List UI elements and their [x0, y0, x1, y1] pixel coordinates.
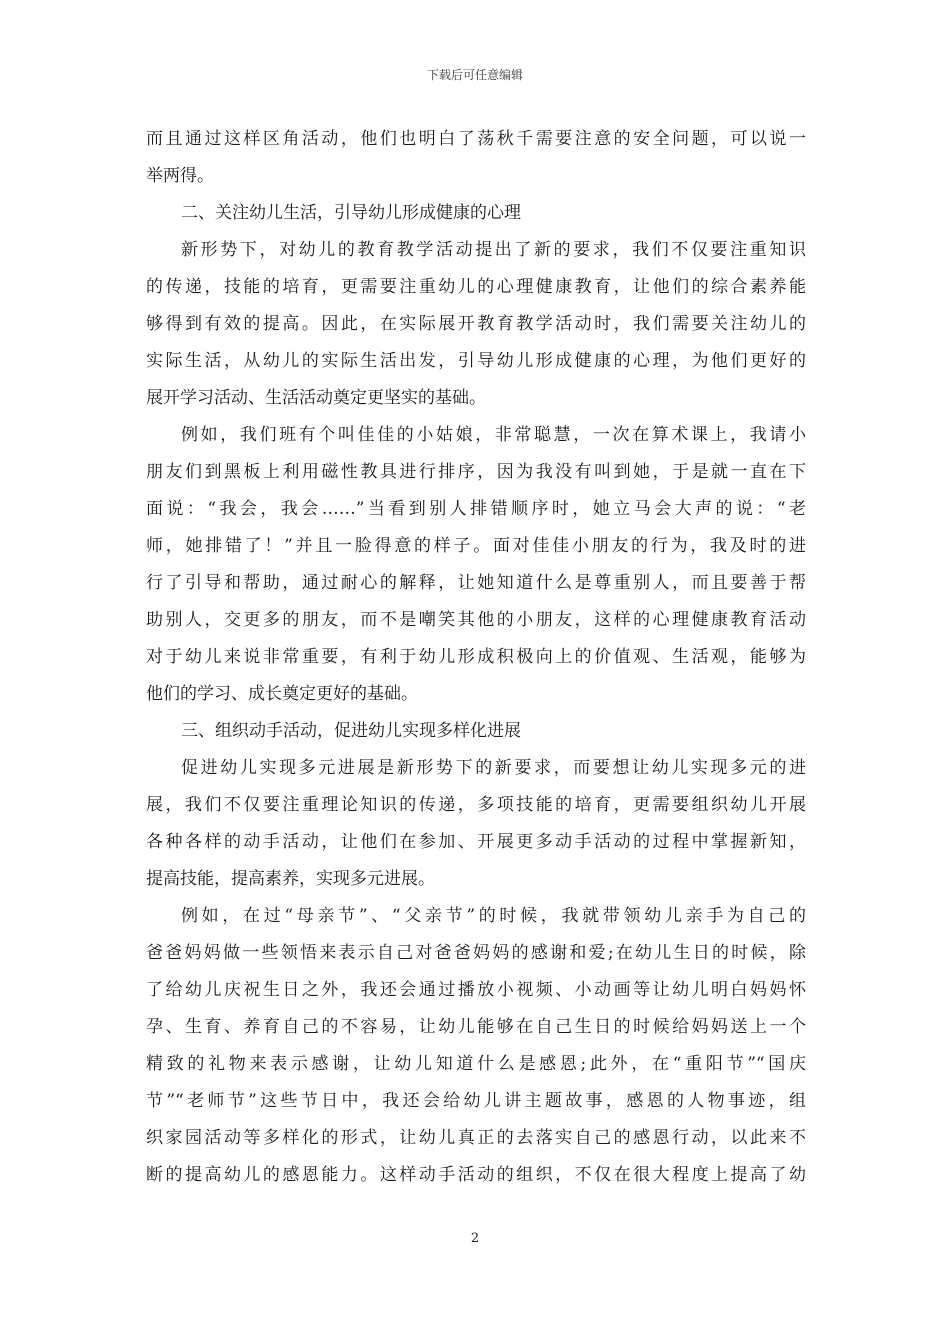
text-line: 二、关注幼儿生活，引导幼儿形成健康的心理: [181, 203, 521, 223]
text-line: 举两得。: [146, 166, 214, 186]
text-line: 对于幼儿来说非常重要，有利于幼儿形成积极向上的价值观、生活观，能够为: [146, 647, 806, 667]
text-line: 孕、生育、养育自己的不容易，让幼儿能够在自己生日的时候给妈妈送上一个: [146, 1017, 806, 1037]
text-line: 例如，我们班有个叫佳佳的小姑娘，非常聪慧，一次在算术课上，我请小: [181, 425, 806, 445]
text-line: 助别人，交更多的朋友，而不是嘲笑其他的小朋友，这样的心理健康教育活动: [146, 610, 806, 630]
text-line: 例如，在过“母亲节”、“父亲节”的时候，我就带领幼儿亲手为自己的: [181, 906, 806, 926]
text-line: 各种各样的动手活动，让他们在参加、开展更多动手活动的过程中掌握新知，: [146, 832, 806, 852]
text-line: 行了引导和帮助，通过耐心的解释，让她知道什么是尊重别人，而且要善于帮: [146, 573, 806, 593]
text-line: 织家园活动等多样化的形式，让幼儿真正的去落实自己的感恩行动，以此来不: [146, 1128, 806, 1148]
text-line: 新形势下，对幼儿的教育教学活动提出了新的要求，我们不仅要注重知识: [181, 240, 806, 260]
text-line: 朋友们到黑板上利用磁性教具进行排序，因为我没有叫到她，于是就一直在下: [146, 462, 806, 482]
text-line: 的传递，技能的培育，更需要注重幼儿的心理健康教育，让他们的综合素养能: [146, 277, 806, 297]
text-line: 爸爸妈妈做一些领悟来表示自己对爸爸妈妈的感谢和爱;在幼儿生日的时候，除: [146, 943, 806, 963]
page-header: 下载后可任意编辑: [426, 68, 523, 82]
body-text: [146, 121, 806, 1194]
text-line: 了给幼儿庆祝生日之外，我还会通过播放小视频、小动画等让幼儿明白妈妈怀: [146, 980, 806, 1000]
text-line: 精致的礼物来表示感谢，让幼儿知道什么是感恩;此外，在“重阳节”“国庆: [146, 1054, 806, 1074]
text-line: 促进幼儿实现多元进展是新形势下的新要求，而要想让幼儿实现多元的进: [181, 758, 806, 778]
page-number: 2: [470, 1231, 480, 1246]
text-line: 断的提高幼儿的感恩能力。这样动手活动的组织，不仅在很大程度上提高了幼: [146, 1165, 806, 1185]
text-line: 师，她排错了！”并且一脸得意的样子。面对佳佳小朋友的行为，我及时的进: [146, 536, 806, 556]
text-line: 够得到有效的提高。因此，在实际展开教育教学活动时，我们需要关注幼儿的: [146, 314, 806, 334]
text-line: 展，我们不仅要注重理论知识的传递，多项技能的培育，更需要组织幼儿开展: [146, 795, 806, 815]
text-line: 节”“老师节”这些节日中，我还会给幼儿讲主题故事，感恩的人物事迹，组: [146, 1091, 806, 1111]
text-line: 实际生活，从幼儿的实际生活出发，引导幼儿形成健康的心理，为他们更好的: [146, 351, 806, 371]
text-line: 提高技能，提高素养，实现多元进展。: [146, 869, 435, 889]
text-line: 而且通过这样区角活动，他们也明白了荡秋千需要注意的安全问题，可以说一: [146, 129, 806, 149]
text-line: 他们的学习、成长奠定更好的基础。: [146, 684, 418, 704]
text-line: 三、组织动手活动，促进幼儿实现多样化进展: [181, 721, 521, 741]
text-line: 面说：“我会，我会……”当看到别人排错顺序时，她立马会大声的说：“老: [146, 499, 806, 519]
text-line: 展开学习活动、生活活动奠定更坚实的基础。: [146, 388, 486, 408]
